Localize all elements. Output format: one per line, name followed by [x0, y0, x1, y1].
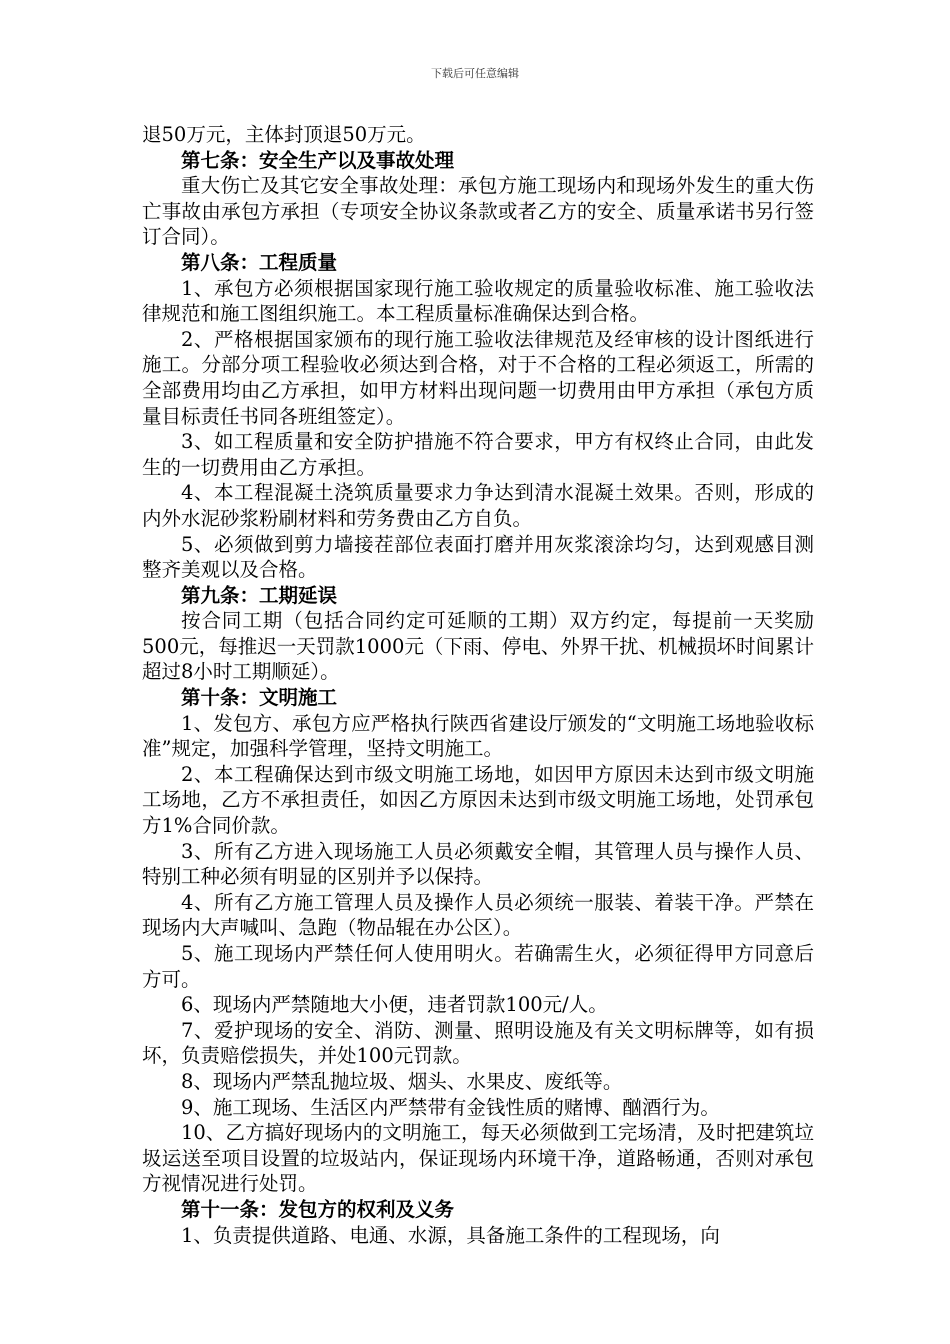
section-heading-article-9: 第九条：工期延误: [181, 583, 338, 607]
paragraph: 6、现场内严禁随地大小便，违者罚款100元/人。: [181, 993, 608, 1017]
paragraph: 1、承包方必须根据国家现行施工验收规定的质量验收标准、施工验收法律规范和施工图组织施工。本工程质量标准确保达到合格。: [142, 276, 814, 326]
paragraph: 8、现场内严禁乱抛垃圾、烟头、水果皮、废纸等。: [181, 1069, 623, 1093]
section-heading-article-7: 第七条：安全生产以及事故处理: [181, 148, 455, 172]
paragraph: 4、所有乙方施工管理人员及操作人员必须统一服装、着装干净。严禁在现场内大声喊叫、急跑（物品辊在办公区）。: [142, 890, 814, 940]
paragraph: 按合同工期（包括合同约定可延顺的工期）双方约定，每提前一天奖励500元，每推迟一天罚款1000元（下雨、停电、外界干扰、机械损坏时间累计超过8小时工期顺延）。: [142, 609, 814, 684]
section-heading-article-8: 第八条：工程质量: [181, 250, 338, 274]
document-body: [142, 122, 814, 1248]
paragraph: 5、必须做到剪力墙接茬部位表面打磨并用灰浆滚涂均匀，达到观感目测整齐美观以及合格。: [142, 532, 814, 582]
paragraph: 2、严格根据国家颁布的现行施工验收法律规范及经审核的设计图纸进行施工。分部分项工程验收必须达到合格，对于不合格的工程必须返工，所需的全部费用均由乙方承担，如甲方材料出现问题一切费用由甲方承担（承包方质量目标责任书同各班组签定）。: [142, 327, 814, 428]
paragraph: 2、本工程确保达到市级文明施工场地，如因甲方原因未达到市级文明施工场地，乙方不承担责任，如因乙方原因未达到市级文明施工场地，处罚承包方1%合同价款。: [142, 762, 814, 838]
paragraph: 3、所有乙方进入现场施工人员必须戴安全帽，其管理人员与操作人员、特别工种必须有明显的区别并予以保持。: [142, 839, 814, 889]
paragraph: 1、发包方、承包方应严格执行陕西省建设厅颁发的“文明施工场地验收标准”规定，加强科学管理，坚持文明施工。: [142, 711, 814, 761]
paragraph: 9、施工现场、生活区内严禁带有金钱性质的赌博、酗酒行为。: [181, 1095, 720, 1119]
section-heading-article-11: 第十一条：发包方的权利及义务: [181, 1197, 455, 1221]
page-header-note: 下载后可任意编辑: [431, 67, 519, 80]
paragraph: 4、本工程混凝土浇筑质量要求力争达到清水混凝土效果。否则，形成的内外水泥砂浆粉刷材料和劳务费由乙方自负。: [142, 481, 814, 530]
paragraph: 5、施工现场内严禁任何人使用明火。若确需生火，必须征得甲方同意后方可。: [142, 942, 814, 991]
paragraph: 3、如工程质量和安全防护措施不符合要求，甲方有权终止合同，由此发生的一切费用由乙方承担。: [142, 430, 814, 479]
paragraph: 重大伤亡及其它安全事故处理：承包方施工现场内和现场外发生的重大伤亡事故由承包方承担（专项安全协议条款或者乙方的安全、质量承诺书另行签订合同）。: [142, 174, 814, 249]
paragraph: 7、爱护现场的安全、消防、测量、照明设施及有关文明标牌等，如有损坏，负责赔偿损失，并处100元罚款。: [142, 1018, 814, 1068]
paragraph-continuation: 退50万元，主体封顶退50万元。: [142, 123, 426, 146]
paragraph: 10、乙方搞好现场内的文明施工，每天必须做到工完场清，及时把建筑垃圾运送至项目设置的垃圾站内，保证现场内环境干净，道路畅通，否则对承包方视情况进行处罚。: [142, 1121, 814, 1196]
section-heading-article-10: 第十条：文明施工: [181, 686, 338, 710]
paragraph: 1、负责提供道路、电通、水源，具备施工条件的工程现场，向: [181, 1223, 720, 1247]
